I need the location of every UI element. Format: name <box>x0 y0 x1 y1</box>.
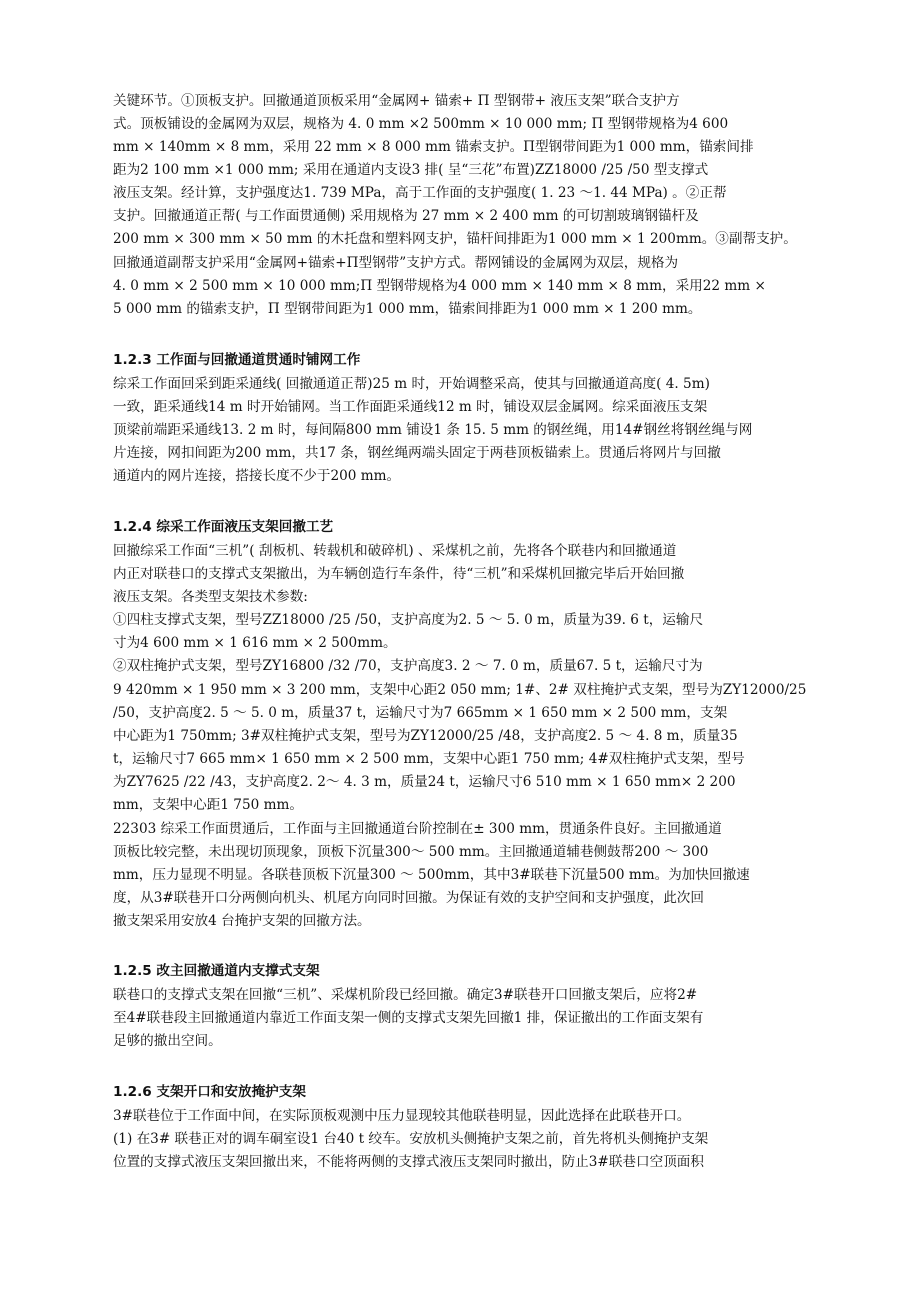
text-line: 一致，距采通线14 m 时开始铺网。当工作面距采通线12 m 时，铺设双层金属网。综采面液压支架 <box>113 399 708 415</box>
text-line: (1) 在3# 联巷正对的调车硐室设1 台40 t 绞车。安放机头侧掩护支架之前，首先将机头侧掩护支架 <box>113 1131 709 1147</box>
text-line: 足够的撤出空间。 <box>113 1033 222 1049</box>
text-line: 3#联巷位于工作面中间，在实际顶板观测中压力显现较其他联巷明显，因此选择在此联巷开口。 <box>113 1108 691 1124</box>
section-heading-1-2-3: 1.2.3 工作面与回撤通道贯通时铺网工作 <box>113 352 361 368</box>
text-line: 片连接，网扣间距为200 mm，共17 条，钢丝绳两端头固定于两巷顶板锚索上。贯通后将网片与回撤 <box>113 445 721 461</box>
text-line: ①四柱支撑式支架，型号ZZ18000 /25 /50，支护高度为2. 5 ～ 5. 0 m，质量为39. 6 t，运输尺 <box>113 612 704 628</box>
text-line: mm，压力显现不明显。各联巷顶板下沉量300 ～ 500mm，其中3#联巷下沉量500 mm。为加快回撤速 <box>113 867 750 883</box>
section-heading-1-2-6: 1.2.6 支架开口和安放掩护支架 <box>113 1084 306 1100</box>
text-line: t，运输尺寸7 665 mm× 1 650 mm × 2 500 mm，支架中心距1 750 mm; 4#双柱掩护式支架，型号 <box>113 751 745 767</box>
text-line: mm，支架中心距1 750 mm。 <box>113 797 303 813</box>
text-line: 液压支架。经计算，支护强度达1. 739 MPa，高于工作面的支护强度( 1. 23 ～1. 44 MPa) 。②正帮 <box>113 185 727 201</box>
text-line: 内正对联巷口的支撑式支架撤出，为车辆创造行车条件，待“三机”和采煤机回撤完毕后开始回撤 <box>113 566 685 582</box>
text-line: 关键环节。①顶板支护。回撤通道顶板采用“金属网+ 锚索+ Π 型钢带+ 液压支架”联合支护方 <box>113 93 680 109</box>
text-line: 联巷口的支撑式支架在回撤“三机”、采煤机阶段已经回撤。确定3#联巷开口回撤支架后，应将2# <box>113 987 698 1003</box>
text-line: 位置的支撑式液压支架回撤出来，不能将两侧的支撑式液压支架同时撤出，防止3#联巷口空顶面积 <box>113 1154 704 1170</box>
text-line: 寸为4 600 mm × 1 616 mm × 2 500mm。 <box>113 635 397 651</box>
text-line: 9 420mm × 1 950 mm × 3 200 mm，支架中心距2 050 mm; 1#、2# 双柱掩护式支架，型号为ZY12000/25 <box>113 682 807 698</box>
text-line: 回撤通道副帮支护采用“金属网+锚索+Π型钢带”支护方式。帮网铺设的金属网为双层，规格为 <box>113 255 679 271</box>
text-line: 通道内的网片连接，搭接长度不少于200 mm。 <box>113 468 401 484</box>
text-line: 22303 综采工作面贯通后，工作面与主回撤通道台阶控制在± 300 mm，贯通条件良好。主回撤通道 <box>113 821 722 837</box>
text-line: 综采工作面回采到距采通线( 回撤通道正帮)25 m 时，开始调整采高，使其与回撤通道高度( 4. 5m) <box>113 376 710 392</box>
text-line: 至4#联巷段主回撤通道内靠近工作面支架一侧的支撑式支架先回撤1 排，保证撤出的工作面支架有 <box>113 1010 704 1026</box>
text-line: 200 mm × 300 mm × 50 mm 的木托盘和塑料网支护，锚杆间排距为1 000 mm × 1 200mm。③副帮支护。 <box>113 231 797 247</box>
text-line: 中心距为1 750mm; 3#双柱掩护式支架，型号为ZY12000/25 /48，支护高度2. 5 ～ 4. 8 m，质量35 <box>113 728 738 744</box>
text-line: 液压支架。各类型支架技术参数: <box>113 589 308 605</box>
text-line: 顶板比较完整，未出现切顶现象，顶板下沉量300～ 500 mm。主回撤通道辅巷侧鼓帮200 ～ 300 <box>113 844 709 860</box>
text-line: /50，支护高度2. 5 ～ 5. 0 m，质量37 t，运输尺寸为7 665mm × 1 650 mm × 2 500 mm，支架 <box>113 705 728 721</box>
text-line: 式。顶板铺设的金属网为双层，规格为 4. 0 mm ×2 500mm × 10 000 mm; Π 型钢带规格为4 600 <box>113 116 729 132</box>
text-line: 4. 0 mm × 2 500 mm × 10 000 mm;Π 型钢带规格为4 000 mm × 140 mm × 8 mm，采用22 mm × <box>113 278 766 294</box>
text-line: 度，从3#联巷开口分两侧向机头、机尾方向同时回撤。为保证有效的支护空间和支护强度，此次回 <box>113 890 704 906</box>
section-heading-1-2-4: 1.2.4 综采工作面液压支架回撤工艺 <box>113 519 334 535</box>
text-line: 顶梁前端距采通线13. 2 m 时，每间隔800 mm 铺设1 条 15. 5 mm 的钢丝绳，用14#钢丝将钢丝绳与网 <box>113 422 753 438</box>
section-heading-1-2-5: 1.2.5 改主回撤通道内支撑式支架 <box>113 963 320 979</box>
text-line: 5 000 mm 的锚索支护，Π 型钢带间距为1 000 mm，锚索间排距为1 000 mm × 1 200 mm。 <box>113 301 702 317</box>
text-line: ②双柱掩护式支架，型号ZY16800 /32 /70，支护高度3. 2 ～ 7. 0 m，质量67. 5 t，运输尺寸为 <box>113 658 703 674</box>
text-line: mm × 140mm × 8 mm，采用 22 mm × 8 000 mm 锚索支护。Π型钢带间距为1 000 mm，锚索间排 <box>113 139 754 155</box>
text-line: 撤支架采用安放4 台掩护支架的回撤方法。 <box>113 913 371 929</box>
text-line: 支护。回撤通道正帮( 与工作面贯通侧) 采用规格为 27 mm × 2 400 mm 的可切割玻璃钢锚杆及 <box>113 208 699 224</box>
text-line: 为ZY7625 /22 /43，支护高度2. 2～ 4. 3 m，质量24 t，运输尺寸6 510 mm × 1 650 mm× 2 200 <box>113 774 736 790</box>
text-line: 距为2 100 mm ×1 000 mm; 采用在通道内支设3 排( 呈“三花”布置)ZZ18000 /25 /50 型支撑式 <box>113 162 709 178</box>
text-line: 回撤综采工作面“三机”( 刮板机、转载机和破碎机) 、采煤机之前，先将各个联巷内和回撤通道 <box>113 543 677 559</box>
